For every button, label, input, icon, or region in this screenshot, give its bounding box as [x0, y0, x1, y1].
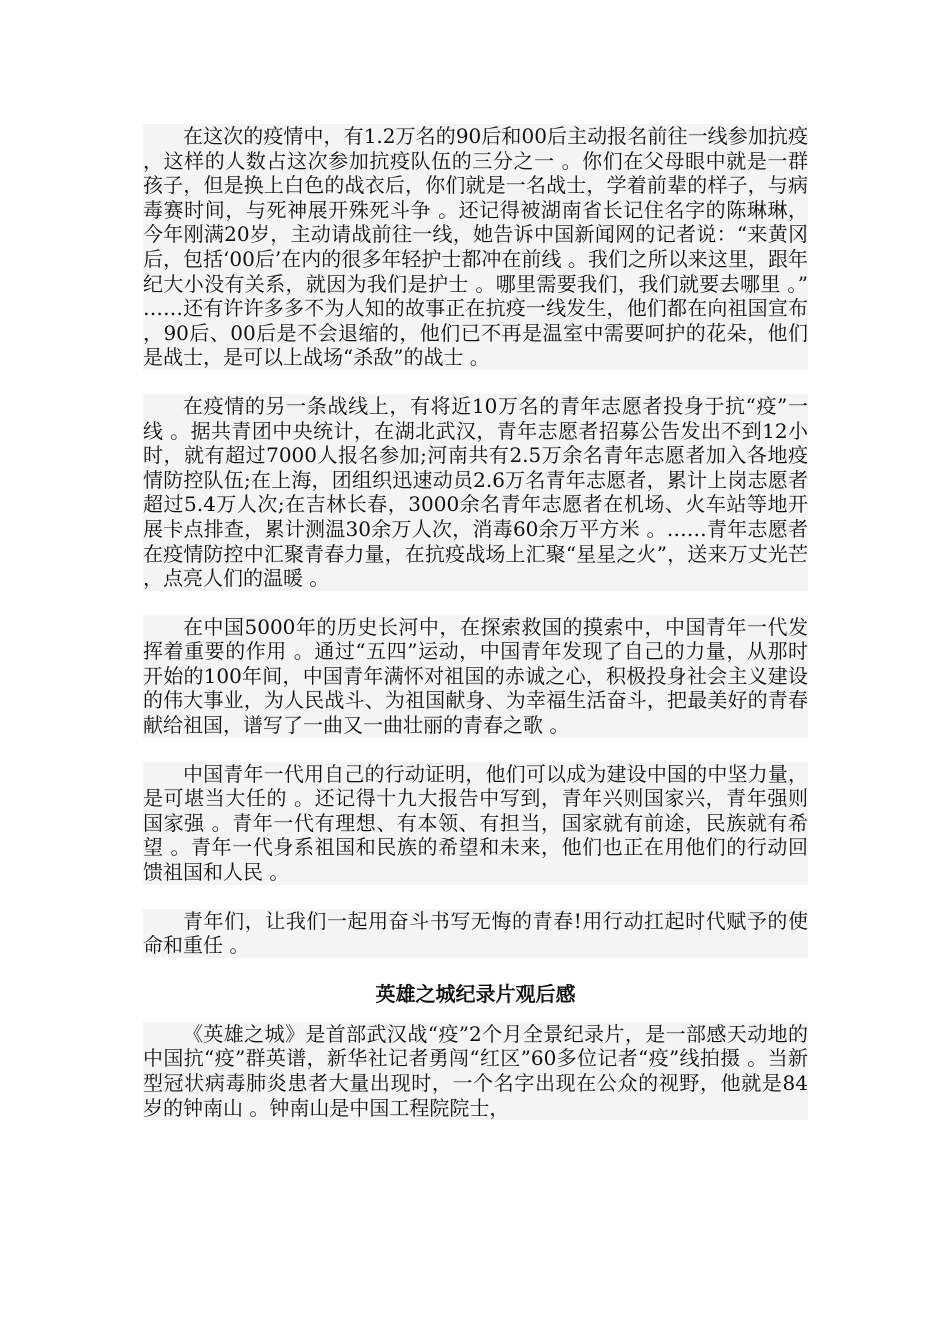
- paragraph-history: 在中国5000年的历史长河中，在探索救国的摸索中，中国青年一代发挥着重要的作用 。通过“五四”运动，中国青年发现了自己的力量，从那时开始的100年间，中国青年满怀对祖国的赤诚之心，积极投身社会主义建设的伟大事业，为人民战斗、为祖国献身、为幸福生活奋斗，把最美好的青春献给祖国，谱写了一曲又一曲壮丽的青春之歌 。: [143, 614, 808, 738]
- document-body: [143, 124, 808, 1144]
- section-heading: 英雄之城纪录片观后感: [375, 981, 576, 1006]
- paragraph-volunteers: 在疫情的另一条战线上，有将近10万名的青年志愿者投身于抗“疫”一线 。据共青团中央统计，在湖北武汉，青年志愿者招募公告发出不到12小时，就有超过7000人报名参加;河南共有2.5万余名青年志愿者加入各地疫情防控队伍;在上海，团组织迅速动员2.6万名青年志愿者，累计上岗志愿者超过5.4万人次;在吉林长春，3000余名青年志愿者在机场、火车站等地开展卡点排查，累计测温30余万人次，消毒60余万平方米 。……青年志愿者在疫情防控中汇聚青春力量，在抗疫战场上汇聚“星星之火”，送来万丈光芒，点亮人们的温暖 。: [143, 393, 808, 591]
- paragraph-call-to-youth: 青年们，让我们一起用奋斗书写无悔的青春!用行动扛起时代赋予的使命和重任 。: [143, 908, 808, 958]
- paragraph-youth-frontline: 在这次的疫情中，有1.2万名的90后和00后主动报名前往一线参加抗疫，这样的人数占这次参加抗疫队伍的三分之一 。你们在父母眼中就是一群孩子，但是换上白色的战衣后，你们就是一名战士，学着前辈的样子，与病毒赛时间，与死神展开殊死斗争 。还记得被湖南省长记住名字的陈琳琳，今年刚满20岁，主动请战前往一线，她告诉中国新闻网的记者说：“来黄冈后，包括‘00后’在内的很多年轻护士都冲在前线 。我们之所以来这里，跟年纪大小没有关系，就因为我们是护士 。哪里需要我们，我们就要去哪里 。”……还有许许多多不为人知的故事正在抗疫一线发生，他们都在向祖国宣布，90后、00后是不会退缩的，他们已不再是温室中需要呵护的花朵，他们是战士，是可以上战场“杀敌”的战士 。: [143, 124, 808, 370]
- paragraph-backbone: 中国青年一代用自己的行动证明，他们可以成为建设中国的中坚力量，是可堪当大任的 。还记得十九大报告中写到，青年兴则国家兴，青年强则国家强 。青年一代有理想、有本领、有担当，国家就有前途，民族就有希望 。青年一代身系祖国和民族的希望和未来，他们也正在用他们的行动回馈祖国和人民 。: [143, 761, 808, 885]
- paragraph-documentary-intro: 《英雄之城》是首部武汉战“疫”2个月全景纪录片，是一部感天动地的中国抗“疫”群英谱，新华社记者勇闯“红区”60多位记者“疫”线拍摄 。当新型冠状病毒肺炎患者大量出现时，一个名字出现在公众的视野，他就是84岁的钟南山 。钟南山是中国工程院院士，: [143, 1021, 808, 1120]
